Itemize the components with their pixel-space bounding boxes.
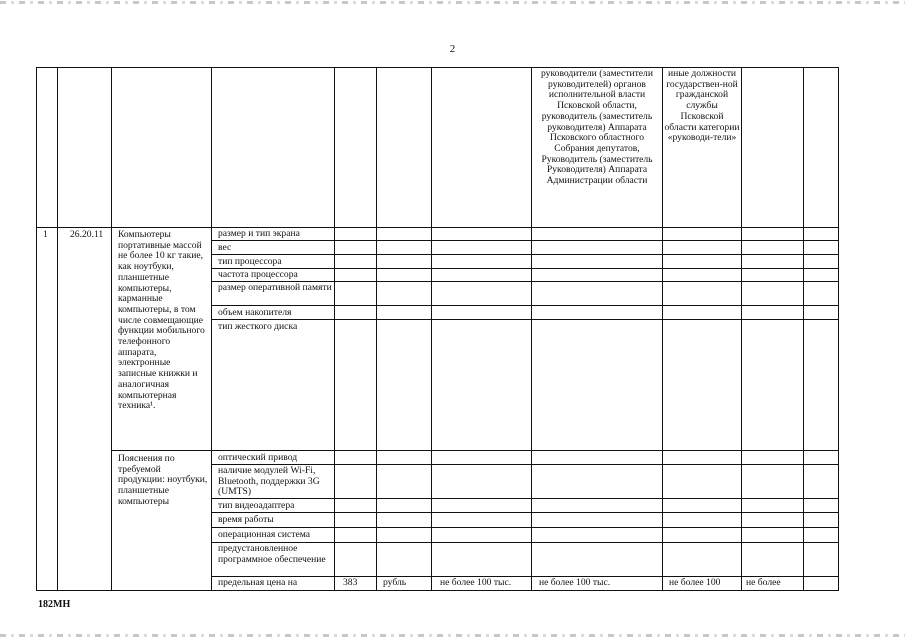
grid-line <box>211 498 838 499</box>
characteristic-storage: объем накопителя <box>218 308 292 318</box>
grid-line <box>211 268 838 269</box>
characteristic-screen: размер и тип экрана <box>218 229 300 239</box>
characteristic-hdd-type: тип жесткого диска <box>218 322 298 332</box>
characteristic-wireless-modules: наличие модулей Wi-Fi, Bluetooth, поддержки 3G (UMTS) <box>218 466 320 498</box>
product-name: Компьютеры портативные массой не более 10 кг такие, как ноутбуки, планшетные компьютеры, карманные компьютеры, в том числе совмещающие функции мобильного телефонного аппарата, электронные записные книжки и аналогичная компьютерная техника¹. <box>118 230 205 412</box>
grid-line <box>111 68 112 590</box>
grid-line <box>211 240 838 241</box>
price-value-1: не более 100 тыс. <box>440 578 512 588</box>
characteristic-ram: размер оперативной памяти <box>218 283 332 293</box>
grid-line <box>111 450 838 451</box>
document-code: 182МН <box>38 599 71 610</box>
row-number: 1 <box>43 230 48 240</box>
characteristic-video-adapter: тип видеоадаптера <box>218 501 295 511</box>
okei-code: 383 <box>343 578 358 588</box>
grid-line <box>211 576 838 577</box>
grid-line <box>211 527 838 528</box>
characteristic-cpu-frequency: частота процессора <box>218 270 298 280</box>
grid-line <box>57 68 58 590</box>
price-value-2: не более 100 тыс. <box>539 578 611 588</box>
grid-line <box>211 319 838 320</box>
header-leaders-cell: руководители (заместители руководителей) органов исполнительной власти Псковской области, руководитель (заместитель руководителя) Аппарата Псковского областного Собрания депутатов, Руководитель (заместитель Руководителя) Аппарата Администрации области <box>541 69 653 187</box>
requirements-table <box>36 67 839 591</box>
grid-line <box>211 281 838 282</box>
characteristic-weight: вес <box>218 243 232 253</box>
header-other-positions-cell: иные должности государствен-ной гражданской службы Псковской области категории «руководи-тели» <box>664 69 740 144</box>
price-value-3: не более 100 <box>669 578 721 588</box>
unit-name: рубль <box>383 578 407 588</box>
grid-line <box>211 542 838 543</box>
characteristic-optical-drive: оптический привод <box>218 453 298 463</box>
product-explanation: Пояснения по требуемой продукции: ноутбуки, планшетные компьютеры <box>118 454 208 507</box>
scan-edge-bottom <box>0 634 905 637</box>
grid-line <box>211 512 838 513</box>
grid-line <box>37 227 838 228</box>
price-value-4: не более <box>746 578 781 588</box>
characteristic-battery-life: время работы <box>218 515 274 525</box>
scan-edge-top <box>0 1 905 4</box>
grid-line <box>211 305 838 306</box>
okpd-code: 26.20.11 <box>70 230 104 240</box>
characteristic-os: операционная система <box>218 530 311 540</box>
characteristic-price-limit: предельная цена на <box>218 578 298 588</box>
characteristic-cpu-type: тип процессора <box>218 257 282 267</box>
grid-line <box>211 464 838 465</box>
characteristic-software: предустановленное программное обеспечение <box>218 544 326 565</box>
grid-line <box>211 254 838 255</box>
page-number: 2 <box>449 43 456 55</box>
